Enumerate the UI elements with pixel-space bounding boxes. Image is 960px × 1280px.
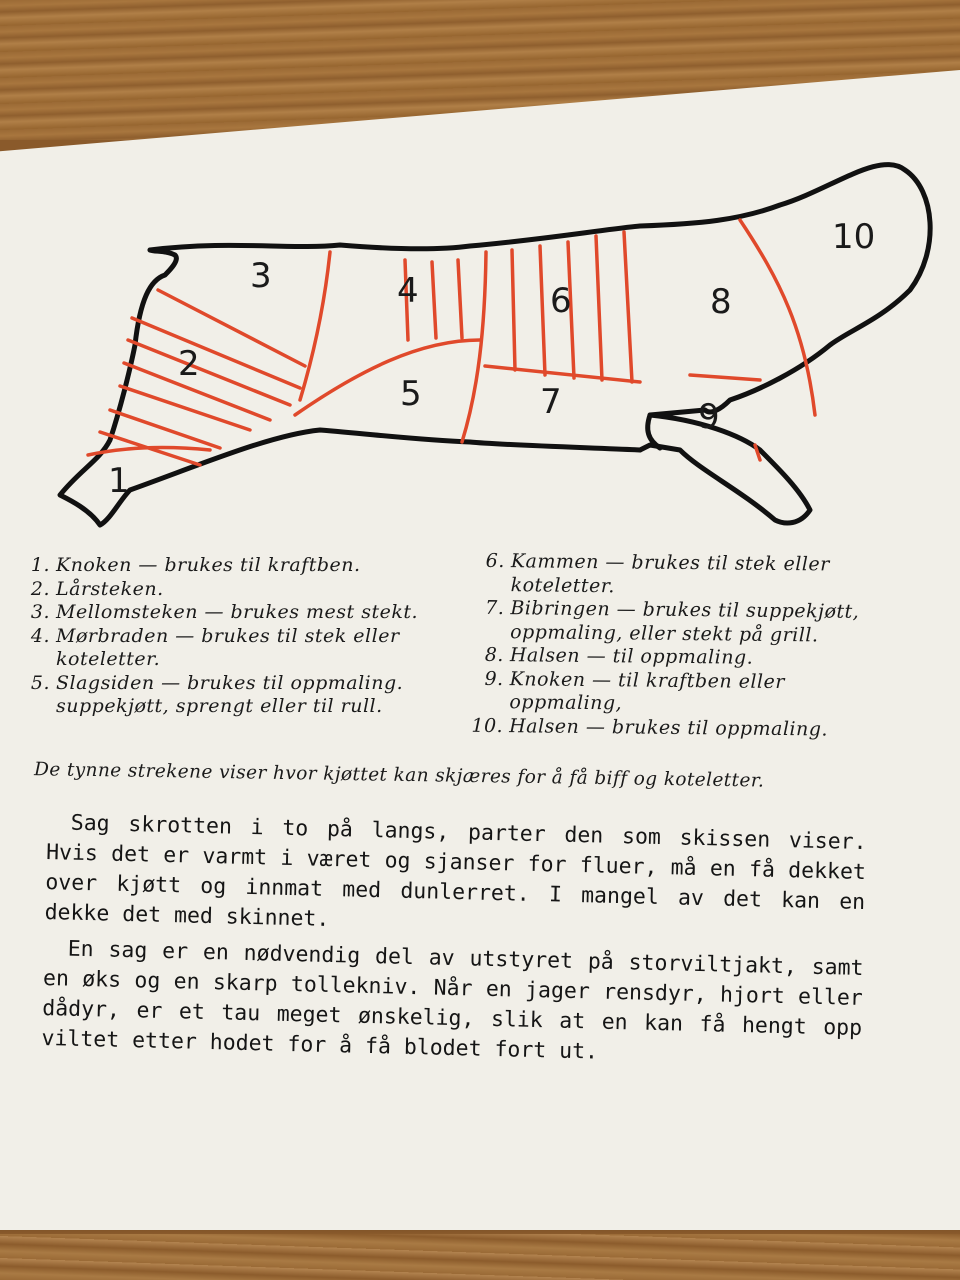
cut-number-4: 4 (397, 271, 419, 311)
legend-number: 7. (485, 596, 505, 620)
legend-text: Halsen — brukes til oppmaling. (509, 714, 829, 741)
legend-right-column (463, 550, 905, 743)
cut-number-10: 10 (832, 217, 876, 257)
legend-number: 2. (30, 577, 50, 600)
paragraph: Sag skrotten i to på langs, parter den som skissen viser. Hvis det er varmt i været og sjanser for fluer, må en få dekket over kjøtt og innmat med dunlerret. I mangel av det kan en dekke det med skinnet. (44, 810, 867, 932)
legend-text: Knoken — til kraftben eller oppmaling, (509, 667, 786, 715)
legend-number: 8. (484, 643, 505, 667)
legend-text: Knoken — brukes til kraftben. (56, 554, 361, 576)
legend-text: Slagsiden — brukes til oppmaling. suppekjøtt, sprengt eller til rull. (56, 671, 404, 717)
cut-number-1: 1 (108, 461, 130, 501)
legend-item (464, 597, 904, 649)
legend-number: 9. (484, 667, 504, 690)
legend-item (20, 601, 440, 625)
legend-text: Kammen — brukes til stek eller koteletter. (510, 550, 830, 597)
legend-text: Bibringen — brukes til suppekjøtt, oppmaling, eller stekt på grill. (510, 597, 860, 646)
legend-text: Mellomsteken — brukes mest stekt. (56, 601, 419, 623)
body-text (41, 808, 867, 1080)
legend-number: 10. (471, 714, 504, 737)
cut-number-7: 7 (540, 382, 562, 422)
carcass-cuts-diagram (0, 70, 960, 610)
cut-number-5: 5 (400, 374, 422, 414)
diagram-note: De tynne strekene viser hvor kjøttet kan skjæres for å få biff og koteletter. (33, 759, 765, 792)
cut-number-6: 6 (550, 281, 572, 321)
legend-number: 6. (485, 549, 505, 573)
legend-text: Lårsteken. (56, 577, 164, 600)
legend-number: 3. (30, 601, 50, 623)
legend-item (463, 714, 903, 742)
cut-number-3: 3 (250, 256, 272, 296)
legend-item (463, 667, 903, 719)
legend-text: Halsen — til oppmaling. (509, 644, 754, 669)
cut-number-2: 2 (178, 344, 200, 384)
legend-left-column (20, 554, 440, 719)
legend-item (20, 625, 440, 672)
legend-item (20, 554, 440, 578)
paragraph: En sag er en nødvendig del av utstyret på storviltjakt, samt en øks og en skarp tollekniv. Når en jager rensdyr, hjort eller dådyr, er et tau meget ønskelig, slik at en kan få hengt opp viltet etter hodet for å få blodet fort ut. (41, 936, 864, 1065)
legend-number: 1. (30, 554, 50, 576)
legend-item (20, 672, 440, 719)
legend-text: Mørbraden — brukes til stek eller koteletter. (56, 624, 400, 670)
legend-item (465, 550, 905, 602)
cut-number-9: 9 (698, 397, 720, 437)
legend-item (20, 578, 440, 602)
cut-number-8: 8 (710, 282, 732, 322)
legend-number: 5. (30, 671, 50, 694)
legend-number: 4. (30, 624, 50, 647)
